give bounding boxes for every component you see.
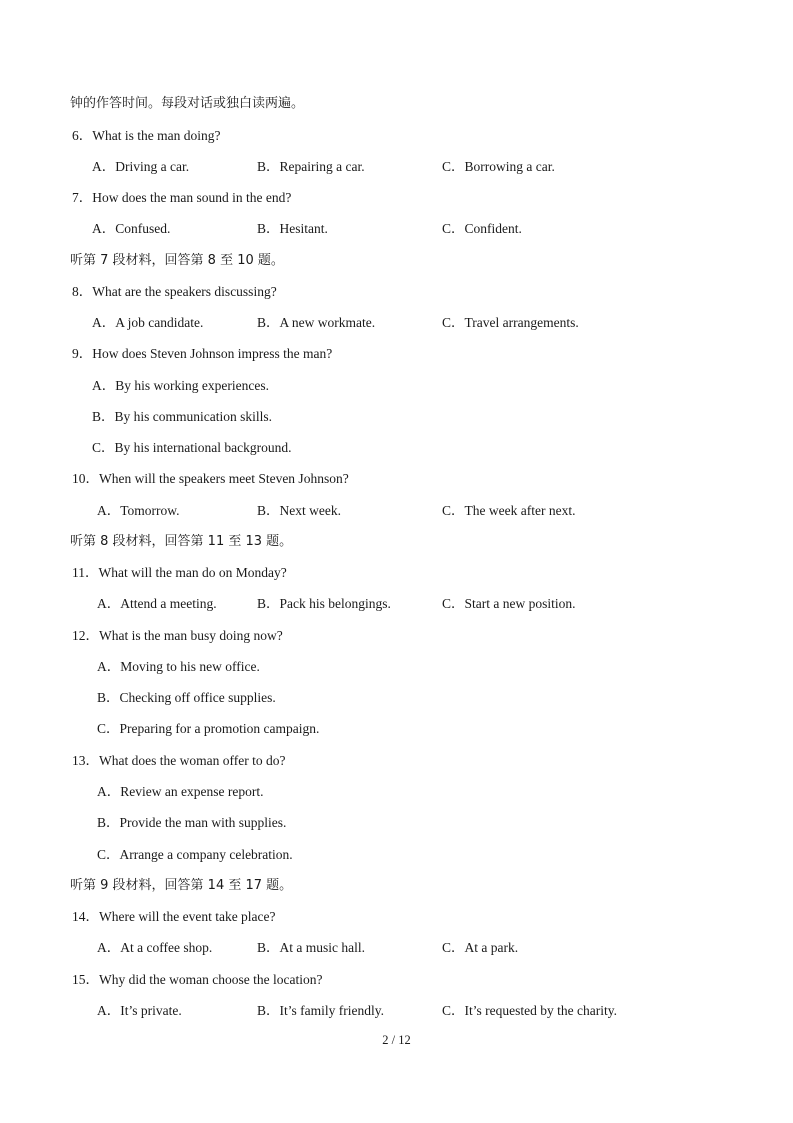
question-15: 15．Why did the woman choose the location? (72, 972, 323, 987)
q11-option-a: A．Attend a meeting. (97, 596, 217, 611)
q12-option-c: C．Preparing for a promotion campaign. (97, 721, 320, 736)
q7-option-c: C．Confident. (442, 221, 522, 236)
q9-option-c: C．By his international background. (92, 440, 292, 455)
intro-text: 钟的作答时间。每段对话或独白读两遍。 (70, 96, 305, 111)
q14-option-b: B．At a music hall. (257, 940, 365, 955)
q14-option-c: C．At a park. (442, 940, 519, 955)
q8-option-a: A．A job candidate. (92, 315, 204, 330)
page-number: 2 / 12 (382, 1033, 411, 1047)
question-7: 7．How does the man sound in the end? (72, 190, 292, 205)
q8-option-b: B．A new workmate. (257, 315, 376, 330)
section-heading-8: 听第 8 段材料，回答第 11 至 13 题。 (70, 534, 293, 549)
q6-option-a: A．Driving a car. (92, 159, 190, 174)
q13-option-b: B．Provide the man with supplies. (97, 815, 287, 830)
q6-option-b: B．Repairing a car. (257, 159, 365, 174)
section-heading-9: 听第 9 段材料，回答第 14 至 17 题。 (70, 878, 293, 893)
question-6: 6．What is the man doing? (72, 128, 221, 143)
q7-option-b: B．Hesitant. (257, 221, 328, 236)
question-8: 8．What are the speakers discussing? (72, 284, 277, 299)
q10-option-b: B．Next week. (257, 503, 341, 518)
q8-option-c: C．Travel arrangements. (442, 315, 579, 330)
section-heading-7: 听第 7 段材料，回答第 8 至 10 题。 (70, 253, 284, 268)
q15-option-c: C．It’s requested by the charity. (442, 1003, 617, 1018)
question-9: 9．How does Steven Johnson impress the man? (72, 346, 333, 361)
q15-option-b: B．It’s family friendly. (257, 1003, 384, 1018)
q11-option-c: C．Start a new position. (442, 596, 576, 611)
question-10: 10．When will the speakers meet Steven Johnson? (72, 471, 349, 486)
q13-option-c: C．Arrange a company celebration. (97, 847, 293, 862)
q7-option-a: A．Confused. (92, 221, 171, 236)
q10-option-c: C．The week after next. (442, 503, 576, 518)
question-14: 14．Where will the event take place? (72, 909, 276, 924)
q10-option-a: A．Tomorrow. (97, 503, 180, 518)
q9-option-a: A．By his working experiences. (92, 378, 269, 393)
q9-option-b: B．By his communication skills. (92, 409, 273, 424)
q12-option-a: A．Moving to his new office. (97, 659, 260, 674)
q15-option-a: A．It’s private. (97, 1003, 182, 1018)
q11-option-b: B．Pack his belongings. (257, 596, 391, 611)
question-12: 12．What is the man busy doing now? (72, 628, 283, 643)
question-13: 13．What does the woman offer to do? (72, 753, 286, 768)
q12-option-b: B．Checking off office supplies. (97, 690, 276, 705)
q6-option-c: C．Borrowing a car. (442, 159, 555, 174)
q14-option-a: A．At a coffee shop. (97, 940, 213, 955)
q13-option-a: A．Review an expense report. (97, 784, 264, 799)
question-11: 11．What will the man do on Monday? (72, 565, 287, 580)
